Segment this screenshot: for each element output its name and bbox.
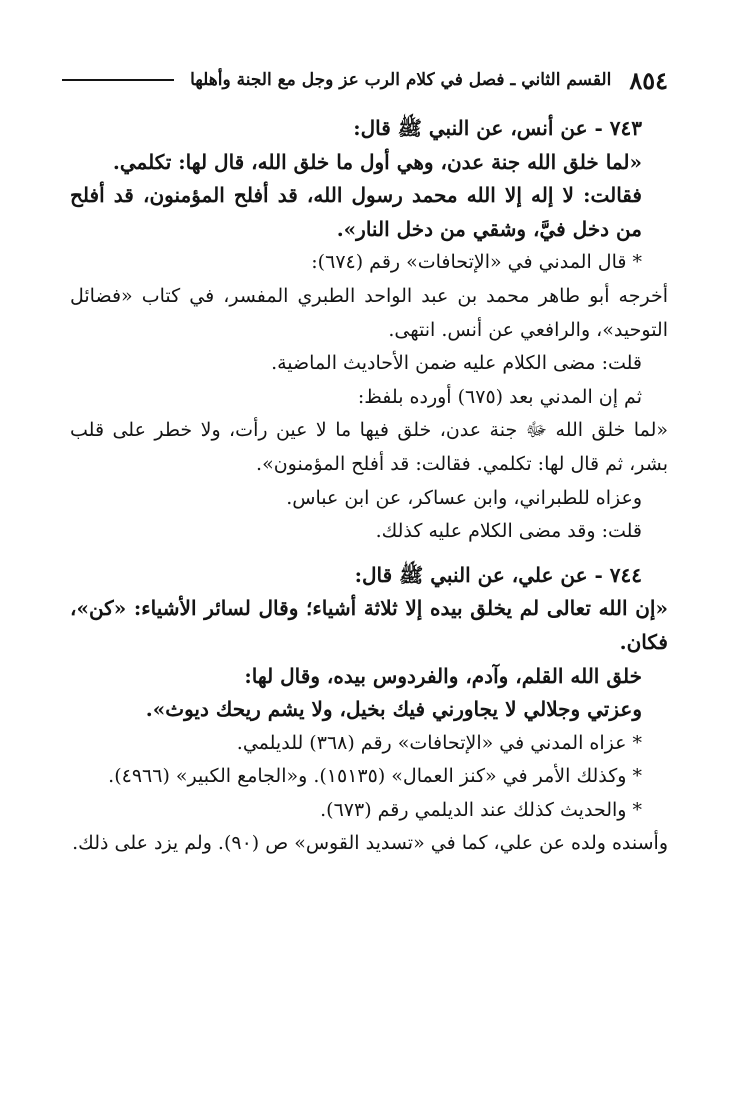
note-line: * والحديث كذلك عند الديلمي رقم (٦٧٣). [320,798,642,821]
running-title: القسم الثاني ـ فصل في كلام الرب عز وجل مع الجنة وأهلها [190,70,612,90]
paragraph: «لما خلق الله ﷻ جنة عدن، خلق فيها ما لا عين رأت، ولا خطر على قلب بشر، ثم قال لها: تكلمي. فقالت: قد أفلح المؤمنون». [70,419,668,475]
note-line: * وكذلك الأمر في «كنز العمال» (١٥١٣٥). و«الجامع الكبير» (٤٩٦٦). [108,765,642,788]
hadith-text: «إن الله تعالى لم يخلق بيده إلا ثلاثة أشياء؛ وقال لسائر الأشياء: «كن»، فكان. [70,596,668,654]
hadith-heading: ٧٤٣ - عن أنس، عن النبي ﷺ قال: [353,116,642,140]
page-body [70,112,668,861]
hadith-text: «لما خلق الله جنة عدن، وهي أول ما خلق الله، قال لها: تكلمي. [112,149,642,174]
hadith-text: خلق الله القلم، وآدم، والفردوس بيده، وقال لها: [244,663,642,688]
paragraph: قلت: وقد مضى الكلام عليه كذلك. [375,520,642,543]
hadith-text: فقالت: لا إله إلا الله محمد رسول الله، قد أفلح المؤمنون، قد أفلح من دخل فيَّ، وشقي من دخل النار». [70,183,642,241]
paragraph: قلت: مضى الكلام عليه ضمن الأحاديث الماضية. [271,352,642,375]
paragraph: وأسنده ولده عن علي، كما في «تسديد القوس» ص (٩٠). ولم يزد على ذلك. [72,832,668,855]
page-header [62,64,668,96]
paragraph: ثم إن المدني بعد (٦٧٥) أورده بلفظ: [357,385,642,408]
header-rule [62,79,174,81]
hadith-heading: ٧٤٤ - عن علي، عن النبي ﷺ قال: [354,562,642,587]
paragraph: أخرجه أبو طاهر محمد بن عبد الواحد الطبري المفسر، في كتاب «فضائل التوحيد»، والرافعي عن أنس. انتهى. [70,284,668,341]
paragraph: وعزاه للطبراني، وابن عساكر، عن ابن عباس. [286,486,642,509]
note-line: * عزاه المدني في «الإتحافات» رقم (٣٦٨) للديلمي. [236,731,642,754]
page-number: ٨٥٤ [629,65,668,95]
note-line: * قال المدني في «الإتحافات» رقم (٦٧٤): [311,251,642,274]
hadith-text: وعزتي وجلالي لا يجاورني فيك بخيل، ولا يشم ريحك ديوث». [145,697,642,722]
